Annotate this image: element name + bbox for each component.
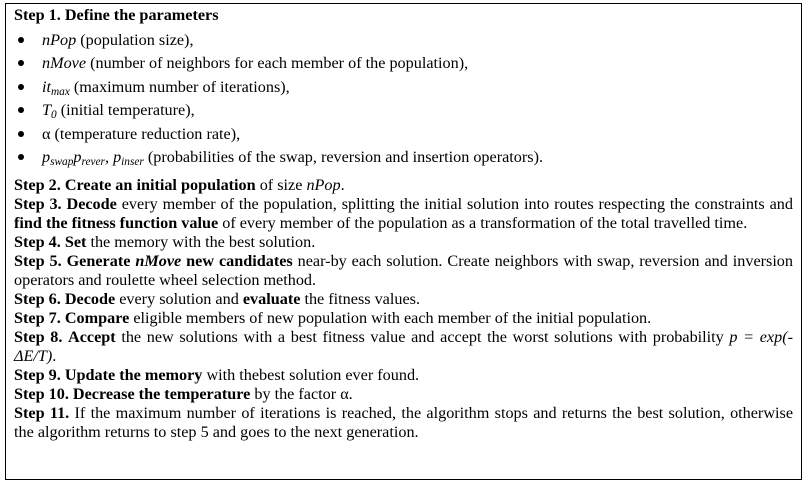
step-3: Step 3. Decode every member of the population, splitting the initial solution into routes respecting the constraints and find the fitness function value of every member of the population as a transformation of the total travelled time. [14,195,793,233]
step-9: Step 9. Update the memory with thebest solution ever found. [14,366,420,385]
list-item: $T_0$ (initial temperature), [14,101,793,124]
bullet-icon [18,131,24,137]
step-2: Step 2. Create an initial population of size nPop. [14,176,345,195]
step-4: Step 4. Set the memory with the best solution. [14,233,316,252]
step-5: Step 5. Generate nMove new candidates near-by each solution. Create neighbors with swap, reversion and inversion operators and roulette wheel selection method. [14,252,793,290]
list-item: nMove (number of neighbors for each member of the population), [14,54,793,77]
algorithm-box [5,3,802,480]
bullet-icon [18,60,24,66]
bullet-icon [18,107,24,113]
step-10: Step 10. Decrease the temperature by the factor α. [14,385,353,404]
step-7: Step 7. Compare eligible members of new population with each member of the initial population. [14,309,652,328]
list-item: $it_{max}$ (maximum number of iterations), [14,78,793,101]
parameter-list [14,31,793,171]
bullet-icon [18,154,24,160]
list-item: α (temperature reduction rate), [14,125,793,148]
list-item: $p_{swap}p_{rever}$, $p_{inser}$ (probabilities of the swap, reversion and insertion operators). [14,148,793,171]
step-8: Step 8. Accept the new solutions with a best fitness value and accept the worst solutions with probability p = exp(-ΔE/T). [14,328,793,366]
bullet-icon [18,84,24,90]
step-11: Step 11. If the maximum number of iterations is reached, the algorithm stops and returns the best solution, otherwise the algorithm returns to step 5 and goes to the next generation. [14,404,793,442]
bullet-icon [18,37,24,43]
step-6: Step 6. Decode every solution and evaluate the fitness values. [14,290,420,309]
list-item: nPop (population size), [14,31,793,54]
step1-title: Step 1. Define the parameters [14,6,219,24]
